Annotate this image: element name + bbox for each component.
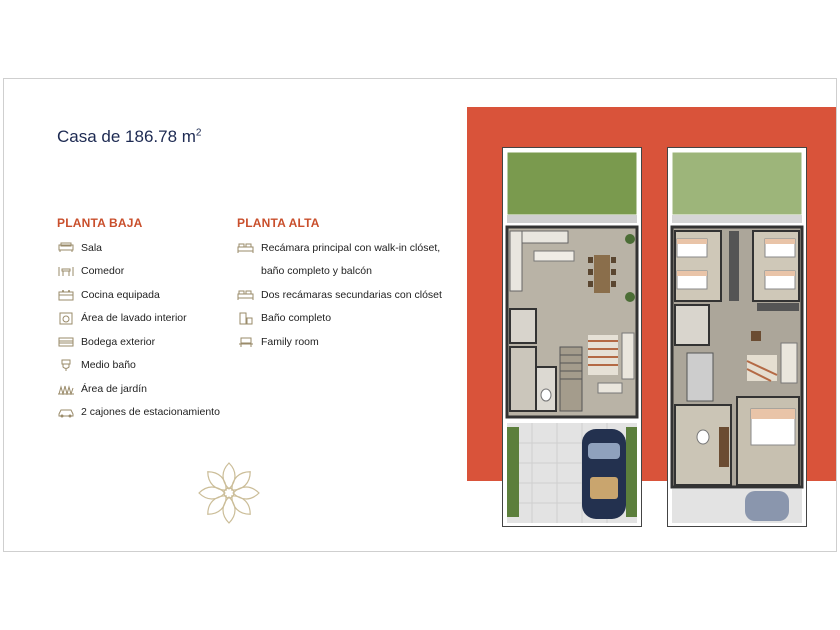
title-text: Casa de 186.78 m [57,127,196,146]
planta-baja-floorplan [502,147,642,527]
planta-alta-floorplan [667,147,807,527]
list-item [57,377,220,401]
item-label: Medio baño [81,359,136,372]
planta-alta-list [237,216,442,354]
storage-icon [57,336,74,348]
dining-table-icon [57,265,74,277]
list-item [237,307,442,331]
garden-icon [57,383,74,395]
item-label: Cocina equipada [81,288,160,301]
kitchen-icon [57,289,74,301]
brochure-card [3,78,837,552]
item-label: baño completo y balcón [261,265,372,278]
item-label: Baño completo [261,312,332,325]
planta-baja-heading: PLANTA BAJA [57,216,143,230]
planta-baja-list [57,216,220,424]
bed-icon [237,242,254,254]
washing-machine-icon [57,312,74,324]
list-item [237,236,442,260]
list-item [57,354,220,378]
ornament-logo [197,461,261,530]
list-item [57,330,220,354]
list-item [57,236,220,260]
item-label: Family room [261,335,319,348]
list-item [57,307,220,331]
item-label: Recámara principal con walk-in clóset, [261,241,441,254]
list-item [57,401,220,425]
item-label: Comedor [81,265,125,278]
bed-icon [237,289,254,301]
list-item [237,330,442,354]
list-item [57,260,220,284]
item-label: Dos recámaras secundarias con clóset [261,288,442,301]
bathroom-icon [237,312,254,324]
sofa-icon [57,242,74,254]
list-item [57,283,220,307]
car-icon [57,406,74,418]
family-room-icon [237,336,254,348]
list-item [237,283,442,307]
planta-alta-heading: PLANTA ALTA [237,216,320,230]
item-label: Bodega exterior [81,335,156,348]
page-title [57,127,201,147]
item-label: Sala [81,241,103,254]
item-label: Área de lavado interior [81,312,187,325]
toilet-icon [57,359,74,371]
car-icon [582,429,626,519]
list-item [237,260,442,284]
title-superscript: 2 [195,127,202,139]
item-label: 2 cajones de estacionamiento [81,406,220,419]
item-label: Área de jardín [81,382,147,395]
